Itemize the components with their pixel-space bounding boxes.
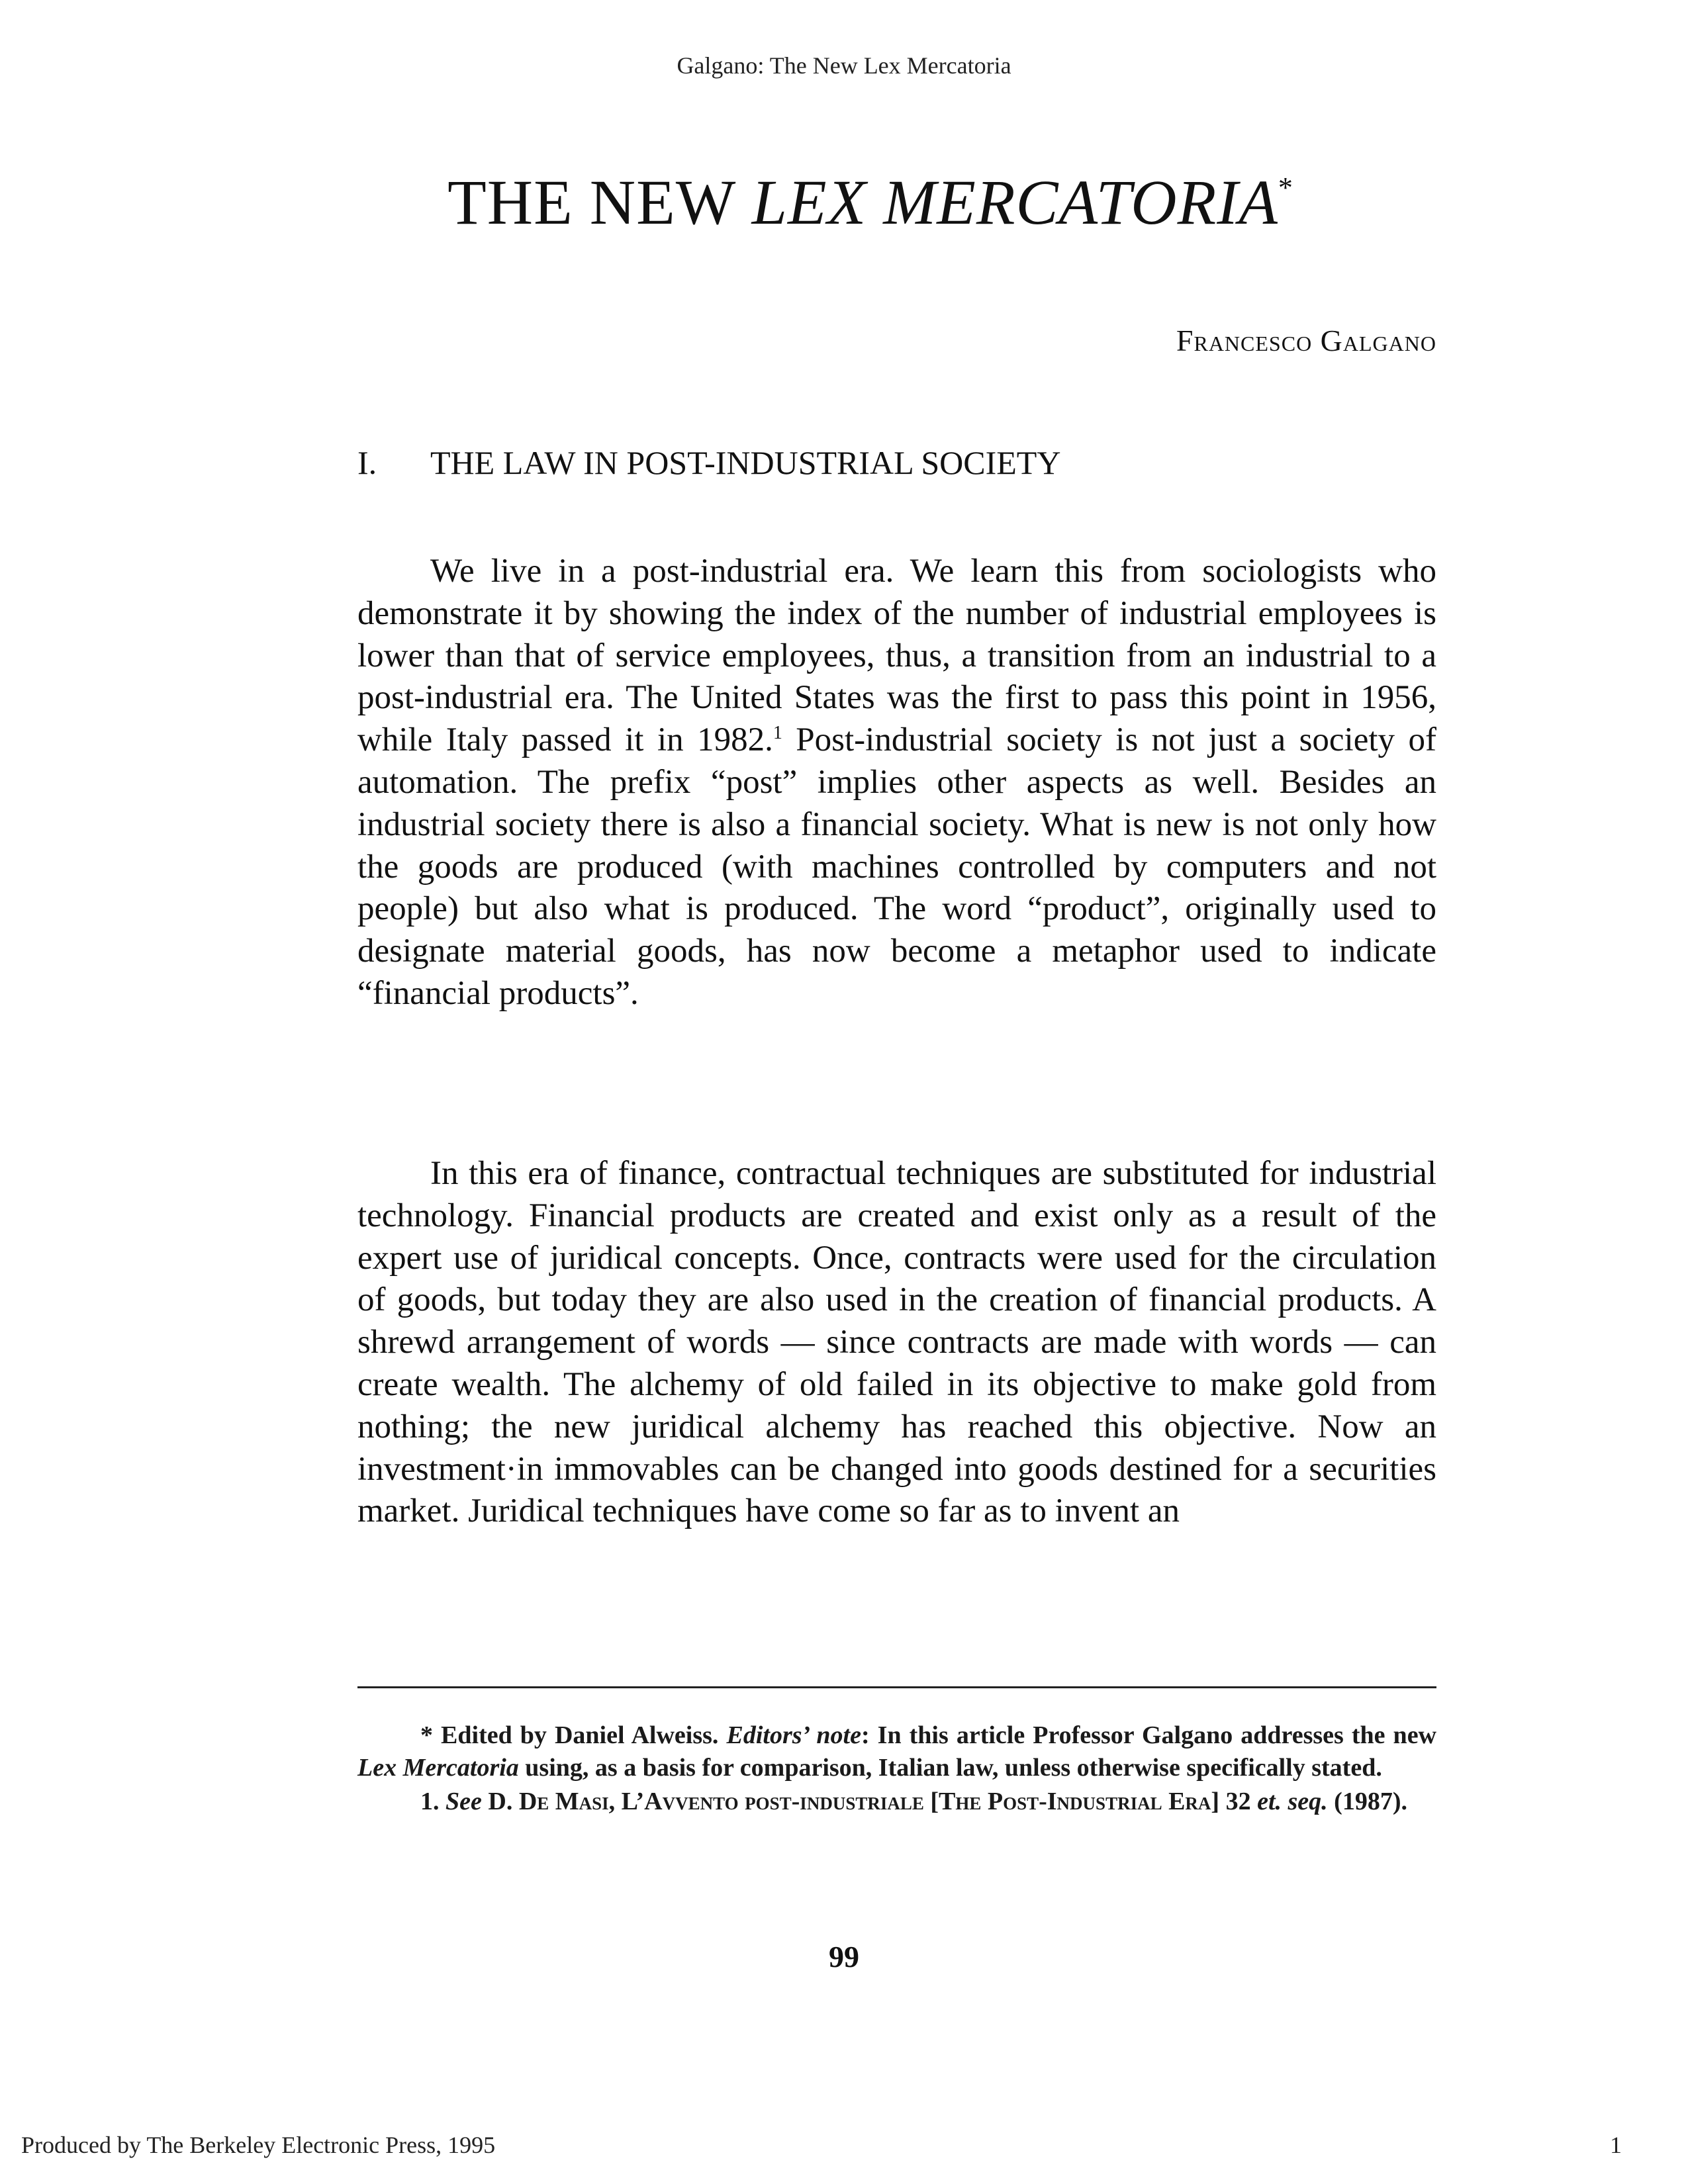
article-title xyxy=(0,165,1688,239)
section-heading xyxy=(357,443,1060,482)
title-roman: THE NEW xyxy=(447,167,752,238)
footnote-1-text-4: (1987). xyxy=(1327,1788,1407,1815)
footnote-1-text-1: See xyxy=(445,1788,482,1815)
footnote-1-marker: 1. xyxy=(420,1788,440,1815)
paragraph-1-part-a: We live in a post-industrial era. We learn this from sociologists who demonstrate it by showing the index of the number of industrial employees is lower than that of service employees, thus, a transition from an industrial to a post-industrial era. The United States was the first to pass this point in 1956, while Italy passed it in 1982. xyxy=(357,553,1436,759)
footnote-1-text-3: et. seq. xyxy=(1257,1788,1328,1815)
footnote-star-marker: * xyxy=(420,1721,433,1749)
paragraph-2: In this era of finance, contractual techniques are substituted for industrial technology. Financial products are created and exist only as a result of the expert use of juridical concepts. Once, contracts were used for the circulation of goods, but today they are also used in the creation of financial products. A shrewd arrangement of words — since contracts are made with words — can create wealth. The alchemy of old failed in its objective to make gold from nothing; the new juridical alchemy has reached this objective. Now an investment·in immovables can be changed into goods destined for a securities market. Juridical techniques have come so far as to invent an xyxy=(357,1155,1436,1530)
section-title: THE LAW IN POST-INDUSTRIAL SOCIETY xyxy=(430,444,1061,481)
footnote-star-text-2: Editors’ note xyxy=(726,1721,861,1749)
author-name: Francesco Galgano xyxy=(1176,324,1436,357)
footnote-star-text-5: using, as a basis for comparison, Italian law, unless otherwise specifically stated. xyxy=(518,1754,1382,1782)
paragraph-1 xyxy=(357,551,1436,1015)
footnote-divider xyxy=(357,1686,1436,1688)
footer-publisher: Produced by The Berkeley Electronic Press, 1995 xyxy=(21,2132,496,2158)
footer-page-index: 1 xyxy=(1610,2132,1622,2158)
footnotes xyxy=(357,1719,1436,1819)
footnote-star-text-1: Edited by Daniel Alweiss. xyxy=(433,1721,727,1749)
title-italic: LEX MERCATORIA xyxy=(751,167,1278,238)
paragraph-1-part-b: Post-industrial society is not just a society of automation. The prefix “post” implies other aspects as well. Besides an industrial society there is also a financial society. What is new is not only how the goods are produced (with machines controlled by computers and not people) but also what is produced. The word “product”, originally used to designate material goods, has now become a metaphor used to indicate “financial products”. xyxy=(357,721,1436,1012)
footnote-star xyxy=(357,1719,1436,1784)
footnote-ref-1[interactable]: 1 xyxy=(773,723,782,744)
title-footnote-marker[interactable]: * xyxy=(1278,171,1293,204)
footnote-star-text-4: Lex Mercatoria xyxy=(357,1754,519,1782)
page-number: 99 xyxy=(829,1940,859,1974)
section-number: I. xyxy=(357,444,377,481)
footnote-star-text-3: : In this article Professor Galgano addresses the new xyxy=(861,1721,1436,1749)
footnote-1 xyxy=(357,1786,1436,1818)
footnote-1-text-2: D. De Masi, L’Avvento post-industriale [The Post-Industrial Era] 32 xyxy=(481,1788,1258,1815)
running-header: Galgano: The New Lex Mercatoria xyxy=(677,52,1011,79)
